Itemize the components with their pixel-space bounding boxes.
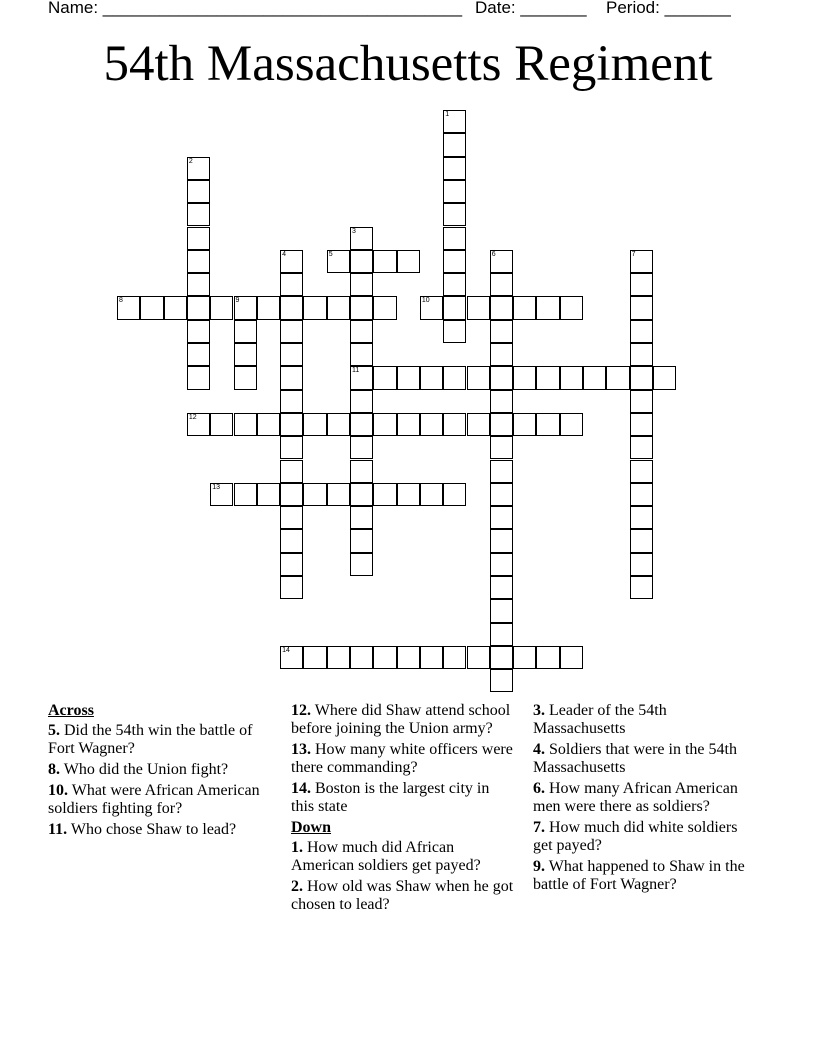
grid-cell[interactable] (490, 576, 513, 599)
clue-number-label: 13 (212, 483, 220, 491)
grid-cell[interactable] (490, 553, 513, 576)
grid-cell[interactable] (303, 296, 326, 319)
grid-cell[interactable] (350, 529, 373, 552)
clue-text: What were African American soldiers fighting for? (48, 782, 260, 817)
clue-number-label: 6 (491, 250, 496, 258)
grid-cell[interactable] (630, 366, 653, 389)
grid-cell[interactable] (350, 553, 373, 576)
grid-cell[interactable] (443, 273, 466, 296)
grid-cell[interactable] (280, 390, 303, 413)
clue-number-label: 5 (328, 250, 333, 258)
grid-cell[interactable] (350, 320, 373, 343)
grid-cell[interactable] (373, 366, 396, 389)
grid-cell[interactable] (490, 296, 513, 319)
grid-cell[interactable] (280, 296, 303, 319)
clue-item (533, 780, 757, 816)
grid-cell[interactable] (234, 296, 257, 319)
clue-number: 1. (291, 839, 303, 856)
grid-cell[interactable] (630, 436, 653, 459)
grid-cell[interactable] (350, 250, 373, 273)
grid-cell[interactable] (490, 646, 513, 669)
grid-cell[interactable] (583, 366, 606, 389)
grid-cell[interactable] (630, 576, 653, 599)
grid-cell[interactable] (420, 483, 443, 506)
grid-cell[interactable] (560, 366, 583, 389)
date-label: Date: _______ (475, 0, 587, 17)
grid-cell[interactable] (210, 296, 233, 319)
grid-cell[interactable] (234, 343, 257, 366)
grid-cell[interactable] (490, 390, 513, 413)
grid-cell[interactable] (630, 296, 653, 319)
grid-cell[interactable] (234, 366, 257, 389)
clue-number-label: 12 (188, 413, 197, 421)
grid-cell[interactable] (490, 599, 513, 622)
grid-cell[interactable] (350, 366, 373, 389)
grid-cell[interactable] (257, 483, 280, 506)
grid-cell[interactable] (443, 413, 466, 436)
grid-cell[interactable] (187, 366, 210, 389)
clue-number: 3. (533, 702, 545, 719)
grid-cell[interactable] (280, 553, 303, 576)
grid-cell[interactable] (210, 483, 233, 506)
grid-cell[interactable] (187, 227, 210, 250)
grid-cell[interactable] (490, 366, 513, 389)
grid-cell[interactable] (350, 273, 373, 296)
clue-text: How old was Shaw when he got chosen to lead? (291, 878, 514, 913)
grid-cell[interactable] (187, 250, 210, 273)
grid-cell[interactable] (280, 250, 303, 273)
grid-cell[interactable] (350, 390, 373, 413)
grid-cell[interactable] (490, 343, 513, 366)
clue-item (48, 761, 272, 779)
grid-cell[interactable] (443, 483, 466, 506)
grid-cell[interactable] (513, 413, 536, 436)
grid-cell[interactable] (373, 483, 396, 506)
clue-text: Where did Shaw attend school before joining the Union army? (291, 702, 511, 737)
grid-cell[interactable] (467, 413, 490, 436)
clue-item (291, 839, 515, 875)
grid-cell[interactable] (350, 506, 373, 529)
clue-column-3 (533, 702, 757, 897)
grid-cell[interactable] (187, 343, 210, 366)
grid-cell[interactable] (280, 529, 303, 552)
clue-item (291, 741, 515, 777)
clue-item (533, 741, 757, 777)
clue-number: 9. (533, 858, 545, 875)
grid-cell[interactable] (536, 646, 559, 669)
grid-cell[interactable] (234, 320, 257, 343)
grid-cell[interactable] (443, 133, 466, 156)
grid-cell[interactable] (420, 366, 443, 389)
clue-number: 7. (533, 819, 545, 836)
grid-cell[interactable] (164, 296, 187, 319)
grid-cell[interactable] (280, 576, 303, 599)
grid-cell[interactable] (560, 646, 583, 669)
grid-cell[interactable] (443, 366, 466, 389)
grid-cell[interactable] (490, 320, 513, 343)
grid-cell[interactable] (630, 320, 653, 343)
clue-number: 11. (48, 821, 68, 838)
grid-cell[interactable] (280, 343, 303, 366)
grid-cell[interactable] (490, 250, 513, 273)
grid-cell[interactable] (536, 366, 559, 389)
grid-cell[interactable] (420, 296, 443, 319)
grid-cell[interactable] (350, 436, 373, 459)
grid-cell[interactable] (443, 646, 466, 669)
grid-cell[interactable] (560, 296, 583, 319)
clue-number-label: 7 (631, 250, 636, 258)
grid-cell[interactable] (187, 157, 210, 180)
grid-cell[interactable] (117, 296, 140, 319)
name-label: Name: ______________________________________ (48, 0, 463, 17)
grid-cell[interactable] (490, 413, 513, 436)
grid-cell[interactable] (536, 296, 559, 319)
grid-cell[interactable] (280, 436, 303, 459)
grid-cell[interactable] (280, 646, 303, 669)
clue-item (48, 722, 272, 758)
across-heading: Across (48, 702, 94, 719)
grid-cell[interactable] (467, 366, 490, 389)
clue-number: 12. (291, 702, 311, 719)
grid-cell[interactable] (490, 669, 513, 692)
grid-cell[interactable] (490, 506, 513, 529)
clue-number: 2. (291, 878, 303, 895)
grid-cell[interactable] (303, 413, 326, 436)
clue-number: 8. (48, 761, 60, 778)
grid-cell[interactable] (350, 413, 373, 436)
clue-text: Who did the Union fight? (63, 761, 229, 778)
grid-cell[interactable] (350, 343, 373, 366)
grid-cell[interactable] (373, 646, 396, 669)
grid-cell[interactable] (397, 366, 420, 389)
clue-item (291, 780, 515, 816)
clue-number-label: 1 (445, 111, 450, 118)
clue-number-label: 10 (421, 297, 430, 305)
clue-text: Boston is the largest city in this state (291, 780, 490, 815)
clue-number-label: 8 (119, 297, 123, 305)
grid-cell[interactable] (443, 320, 466, 343)
grid-cell[interactable] (630, 343, 653, 366)
grid-cell[interactable] (187, 296, 210, 319)
clue-item (533, 858, 757, 894)
grid-cell[interactable] (420, 646, 443, 669)
grid-cell[interactable] (373, 413, 396, 436)
grid-cell[interactable] (350, 227, 373, 250)
clue-item (291, 878, 515, 914)
grid-cell[interactable] (210, 413, 233, 436)
clue-text: Soldiers that were in the 54th Massachusetts (533, 741, 737, 776)
grid-cell[interactable] (630, 483, 653, 506)
clue-number-label: 4 (282, 250, 286, 258)
clue-number: 5. (48, 722, 60, 739)
grid-cell[interactable] (443, 227, 466, 250)
grid-cell[interactable] (443, 110, 466, 133)
grid-cell[interactable] (373, 296, 396, 319)
grid-cell[interactable] (490, 436, 513, 459)
grid-cell[interactable] (513, 646, 536, 669)
grid-cell[interactable] (187, 413, 210, 436)
grid-cell[interactable] (257, 296, 280, 319)
grid-cell[interactable] (490, 529, 513, 552)
grid-cell[interactable] (327, 413, 350, 436)
grid-cell[interactable] (443, 203, 466, 226)
grid-cell[interactable] (513, 366, 536, 389)
grid-cell[interactable] (397, 250, 420, 273)
grid-cell[interactable] (490, 623, 513, 646)
clue-number: 6. (533, 780, 545, 797)
grid-cell[interactable] (280, 273, 303, 296)
grid-cell[interactable] (280, 506, 303, 529)
clue-column-1 (48, 702, 272, 842)
grid-cell[interactable] (327, 296, 350, 319)
grid-cell[interactable] (280, 413, 303, 436)
period-label: Period: _______ (606, 0, 731, 17)
clue-text: How much did African American soldiers get payed? (291, 839, 481, 874)
grid-cell[interactable] (327, 250, 350, 273)
grid-cell[interactable] (536, 413, 559, 436)
clue-item (291, 702, 515, 738)
grid-cell[interactable] (630, 529, 653, 552)
grid-cell[interactable] (467, 646, 490, 669)
clue-item (533, 702, 757, 738)
clue-text: Who chose Shaw to lead? (70, 821, 237, 838)
clue-number-label: 9 (235, 297, 240, 305)
clue-number: 4. (533, 741, 545, 758)
grid-cell[interactable] (630, 390, 653, 413)
grid-cell[interactable] (350, 460, 373, 483)
grid-cell[interactable] (280, 460, 303, 483)
clue-number-label: 3 (352, 227, 356, 235)
grid-cell[interactable] (350, 646, 373, 669)
grid-cell[interactable] (350, 296, 373, 319)
grid-cell[interactable] (630, 506, 653, 529)
grid-cell[interactable] (606, 366, 629, 389)
grid-cell[interactable] (257, 413, 280, 436)
clue-text: Leader of the 54th Massachusetts (533, 702, 667, 737)
grid-cell[interactable] (490, 273, 513, 296)
grid-cell[interactable] (280, 483, 303, 506)
grid-cell[interactable] (187, 320, 210, 343)
grid-cell[interactable] (234, 483, 257, 506)
grid-cell[interactable] (140, 296, 163, 319)
grid-cell[interactable] (280, 320, 303, 343)
grid-cell[interactable] (560, 413, 583, 436)
clue-number: 14. (291, 780, 311, 797)
grid-cell[interactable] (630, 250, 653, 273)
grid-cell[interactable] (303, 483, 326, 506)
grid-cell[interactable] (443, 157, 466, 180)
clue-text: What happened to Shaw in the battle of Fort Wagner? (533, 858, 745, 893)
clue-number-label: 2 (188, 157, 193, 165)
grid-cell[interactable] (490, 483, 513, 506)
grid-cell[interactable] (327, 483, 350, 506)
grid-cell[interactable] (630, 553, 653, 576)
grid-cell[interactable] (397, 483, 420, 506)
down-heading: Down (291, 819, 332, 836)
clue-number: 10. (48, 782, 68, 799)
grid-cell[interactable] (187, 180, 210, 203)
clue-text: How much did white soldiers get payed? (533, 819, 738, 854)
clue-number-label: 14 (282, 646, 290, 654)
grid-cell[interactable] (420, 413, 443, 436)
clue-text: Did the 54th win the battle of Fort Wagner? (48, 722, 253, 757)
grid-cell[interactable] (303, 646, 326, 669)
grid-cell[interactable] (443, 296, 466, 319)
grid-cell[interactable] (234, 413, 257, 436)
grid-cell[interactable] (443, 180, 466, 203)
grid-cell[interactable] (630, 413, 653, 436)
clue-item (533, 819, 757, 855)
clue-item (48, 782, 272, 818)
clue-item (48, 821, 272, 839)
page-title: 54th Massachusetts Regiment (103, 36, 713, 92)
grid-cell[interactable] (397, 413, 420, 436)
grid-cell[interactable] (327, 646, 350, 669)
clue-column-2 (291, 702, 515, 917)
grid-cell[interactable] (630, 273, 653, 296)
grid-cell[interactable] (280, 366, 303, 389)
grid-cell[interactable] (513, 296, 536, 319)
grid-cell[interactable] (350, 483, 373, 506)
clue-text: How many white officers were there commanding? (291, 741, 513, 776)
clue-number: 13. (291, 741, 311, 758)
grid-cell[interactable] (187, 203, 210, 226)
grid-cell[interactable] (373, 250, 396, 273)
grid-cell[interactable] (397, 646, 420, 669)
grid-cell[interactable] (443, 250, 466, 273)
grid-cell[interactable] (490, 460, 513, 483)
grid-cell[interactable] (187, 273, 210, 296)
grid-cell[interactable] (630, 460, 653, 483)
grid-cell[interactable] (467, 296, 490, 319)
clue-text: How many African American men were there as soldiers? (533, 780, 738, 815)
clue-number-label: 11 (352, 367, 360, 375)
grid-cell[interactable] (653, 366, 676, 389)
